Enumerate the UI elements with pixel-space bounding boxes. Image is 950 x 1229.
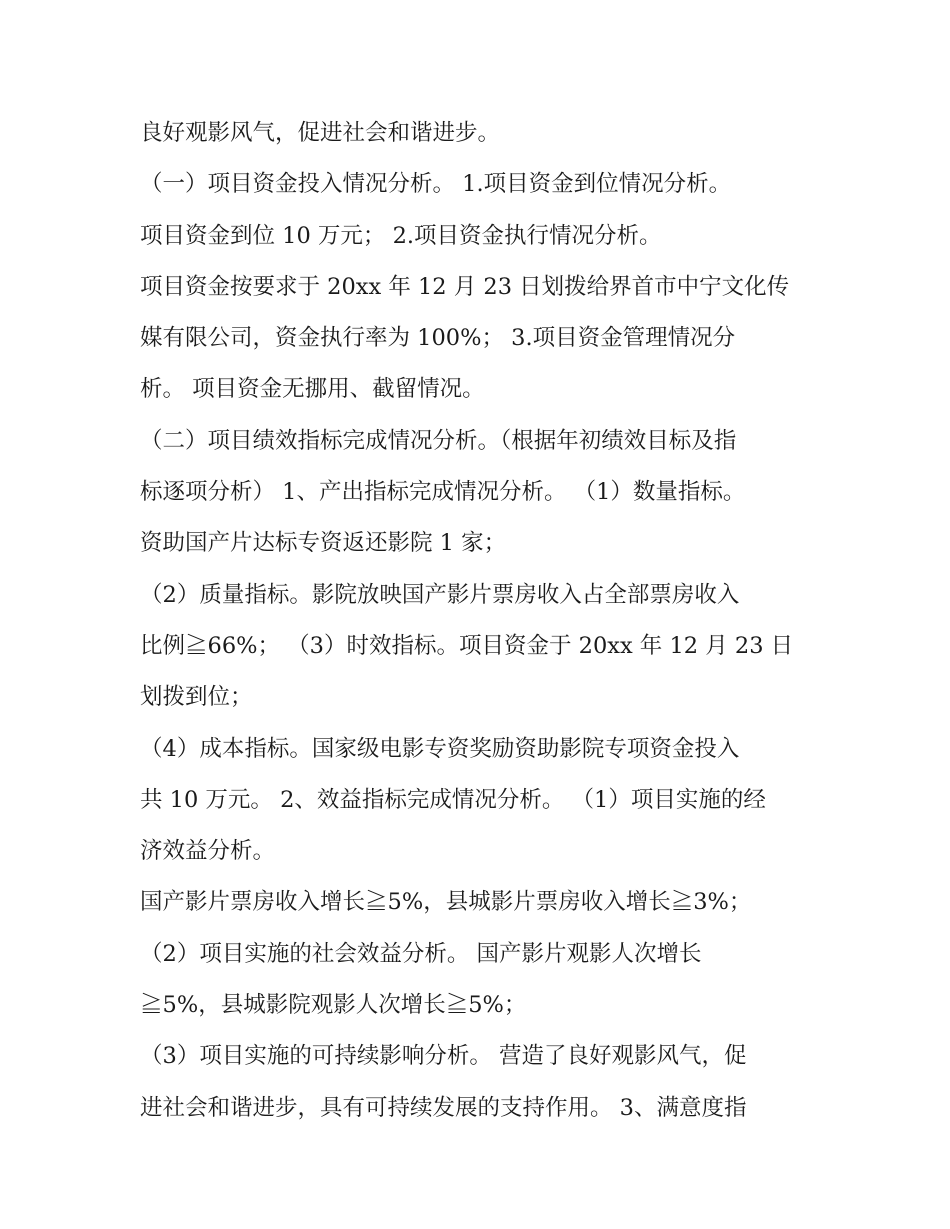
- text-line: 析。 项目资金无挪用、截留情况。: [140, 376, 485, 403]
- text-line: 进社会和谐进步，具有可持续发展的支持作用。 3、满意度指: [140, 1094, 747, 1121]
- text-line: （2）质量指标。影院放映国产影片票房收入占全部票房收入: [140, 581, 740, 608]
- text-line: 比例≧66%； （3）时效指标。项目资金于 20xx 年 12 月 23 日: [140, 632, 794, 659]
- document-body: [140, 108, 820, 1134]
- text-line: （4）成本指标。国家级电影专资奖励资助影院专项资金投入: [140, 735, 740, 762]
- text-line: 媒有限公司，资金执行率为 100%； 3.项目资金管理情况分: [140, 325, 736, 352]
- text-line: 资助国产片达标专资返还影院 1 家；: [140, 530, 507, 557]
- text-line: 良好观影风气，促进社会和谐进步。: [140, 120, 501, 146]
- text-line: 国产影片票房收入增长≧5%，县城影片票房收入增长≧3%；: [140, 889, 752, 916]
- text-line: 项目资金到位 10 万元； 2.项目资金执行情况分析。: [140, 222, 662, 249]
- text-line: 济效益分析。: [140, 838, 276, 865]
- text-line: （一）项目资金投入情况分析。 1.项目资金到位情况分析。: [140, 171, 732, 198]
- text-line: 共 10 万元。 2、效益指标完成情况分析。 （1）项目实施的经: [140, 786, 766, 813]
- text-line: （2）项目实施的社会效益分析。 国产影片观影人次增长: [140, 940, 702, 967]
- text-line: 标逐项分析） 1、产出指标完成情况分析。 （1）数量指标。: [140, 479, 746, 506]
- text-line: （3）项目实施的可持续影响分析。 营造了良好观影风气，促: [140, 1043, 747, 1070]
- text-line: ≧5%，县城影院观影人次增长≧5%；: [140, 992, 527, 1019]
- text-line: （二）项目绩效指标完成情况分析。（根据年初绩效目标及指: [140, 427, 737, 454]
- text-line: 划拨到位；: [140, 684, 253, 711]
- text-line: 项目资金按要求于 20xx 年 12 月 23 日划拨给界首市中宁文化传: [140, 273, 790, 300]
